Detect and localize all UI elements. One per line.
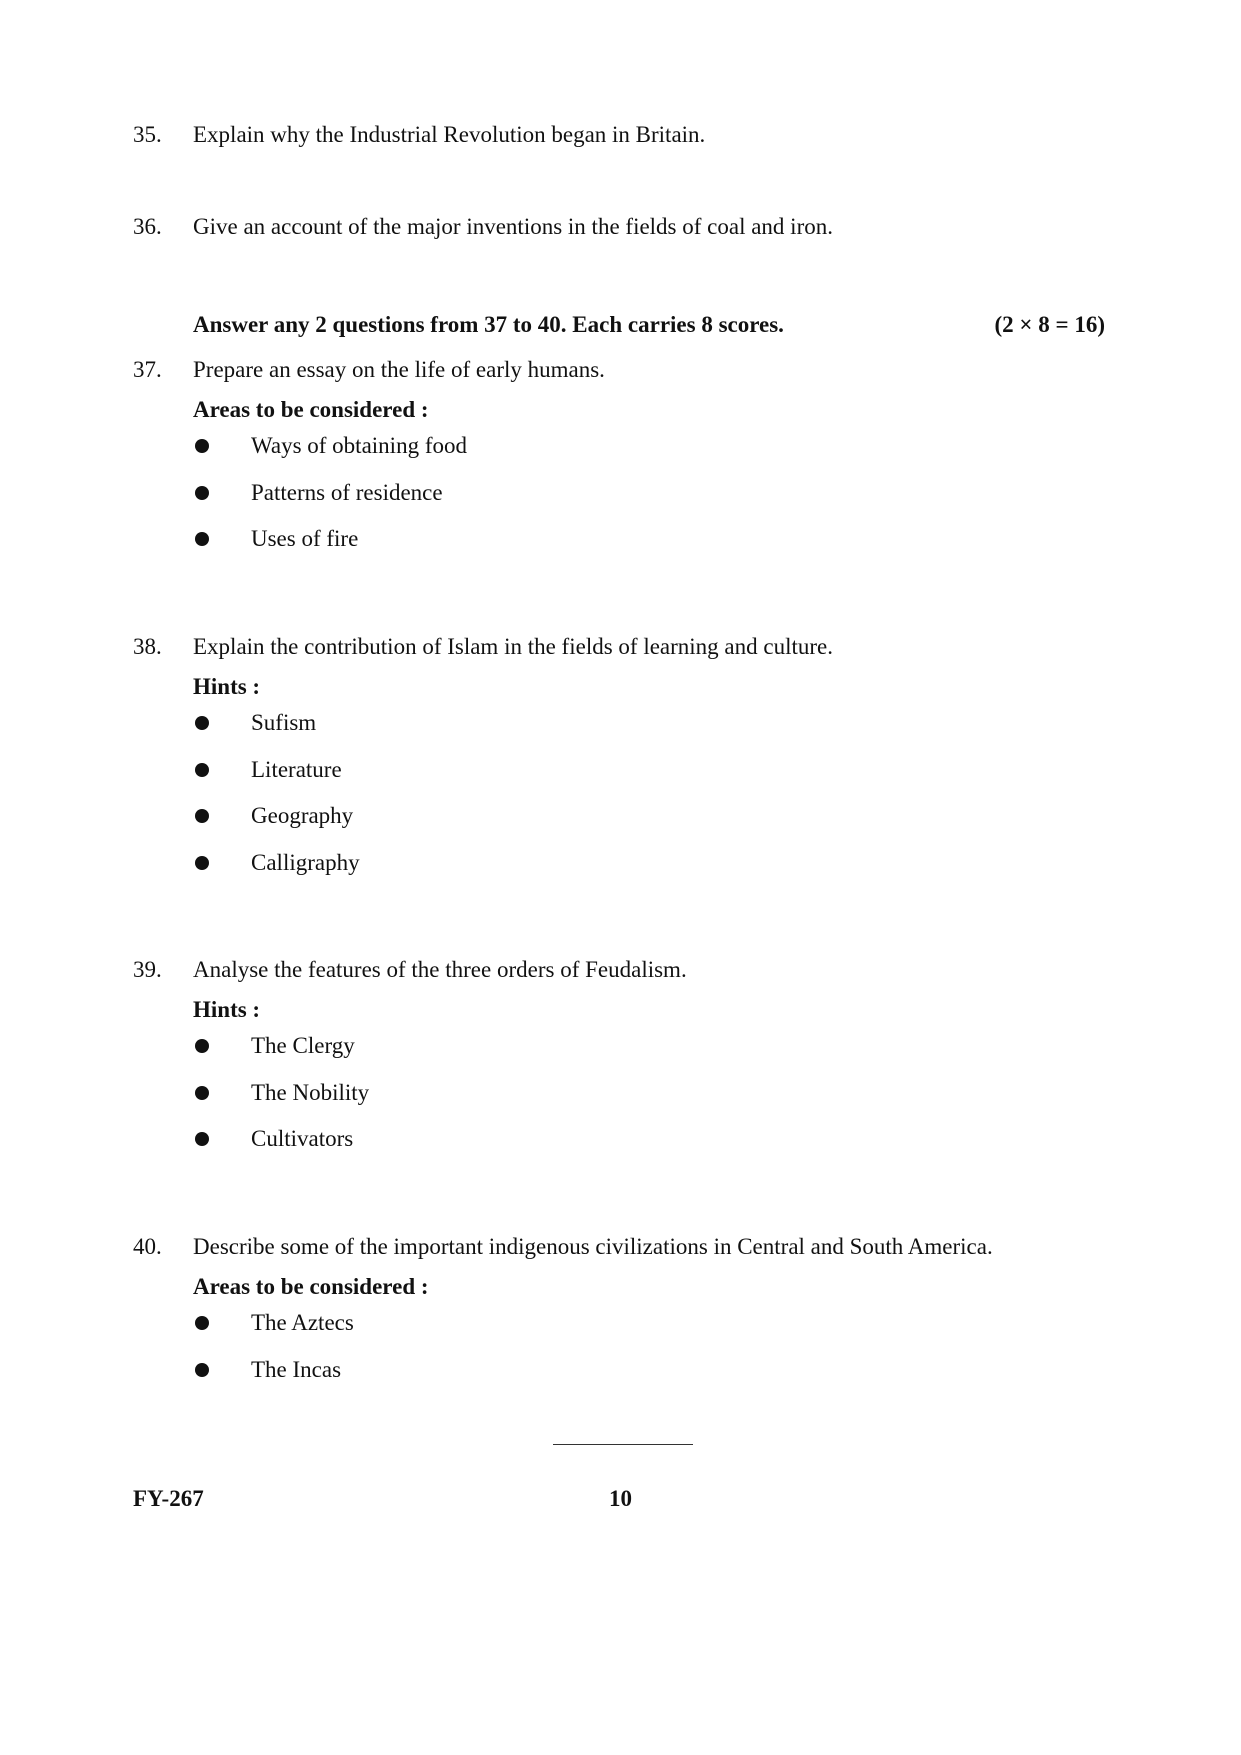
list-item [193,840,1133,887]
list-item [193,470,1133,517]
question-text: Analyse the features of the three orders of Feudalism. [193,957,687,982]
question-number: 35. [133,122,162,147]
bullet-icon [195,1363,209,1377]
end-rule [553,1444,693,1445]
hint-text: The Incas [251,1356,342,1382]
question-37 [133,357,1133,563]
hints-heading: Areas to be considered : [193,397,429,422]
hint-text: Patterns of residence [251,479,443,505]
instruction-text: Answer any 2 questions from 37 to 40. Each carries 8 scores. [193,312,784,337]
list-item [193,1300,1133,1347]
hint-text: Sufism [251,710,317,736]
hint-list [193,423,1133,563]
hint-list [193,700,1133,886]
bullet-icon [195,486,209,500]
question-39 [133,957,1133,1163]
question-text: Explain the contribution of Islam in the fields of learning and culture. [193,634,833,659]
marks-allocation: (2 × 8 = 16) [994,312,1105,337]
question-text: Describe some of the important indigenous civilizations in Central and South America. [193,1234,993,1259]
bullet-icon [195,1132,209,1146]
hint-list [193,1023,1133,1163]
question-number: 40. [133,1234,162,1259]
paper-code: FY-267 [133,1486,204,1511]
list-item [193,747,1133,794]
bullet-icon [195,439,209,453]
list-item [193,793,1133,840]
hint-text: Ways of obtaining food [251,433,467,459]
bullet-icon [195,1039,209,1053]
list-item [193,1070,1133,1117]
hint-text: The Clergy [251,1033,355,1059]
bullet-icon [195,856,209,870]
hint-text: Uses of fire [251,526,359,552]
list-item [193,423,1133,470]
hint-text: Literature [251,756,342,782]
list-item [193,1023,1133,1070]
bullet-icon [195,763,209,777]
page-number: 10 [609,1486,632,1511]
bullet-icon [195,809,209,823]
question-number: 36. [133,214,162,239]
question-40 [133,1234,1133,1393]
list-item [193,1347,1133,1394]
bullet-icon [195,532,209,546]
hints-heading: Areas to be considered : [193,1274,429,1299]
hint-text: The Aztecs [251,1310,354,1336]
bullet-icon [195,1316,209,1330]
hint-list [193,1300,1133,1393]
hint-text: Geography [251,803,354,829]
question-text: Explain why the Industrial Revolution began in Britain. [193,122,706,147]
question-number: 37. [133,357,162,382]
bullet-icon [195,716,209,730]
hints-heading: Hints : [193,674,261,699]
bullet-icon [195,1086,209,1100]
list-item [193,700,1133,747]
section-instruction [193,312,1105,338]
question-36 [133,214,1133,240]
question-text: Prepare an essay on the life of early humans. [193,357,605,382]
question-text: Give an account of the major inventions in the fields of coal and iron. [193,214,833,239]
hint-text: Cultivators [251,1126,354,1152]
question-35 [133,122,1133,148]
hint-text: The Nobility [251,1079,370,1105]
list-item [193,516,1133,563]
hints-heading: Hints : [193,997,261,1022]
question-number: 39. [133,957,162,982]
list-item [193,1116,1133,1163]
hint-text: Calligraphy [251,849,360,875]
question-38 [133,634,1133,886]
question-number: 38. [133,634,162,659]
